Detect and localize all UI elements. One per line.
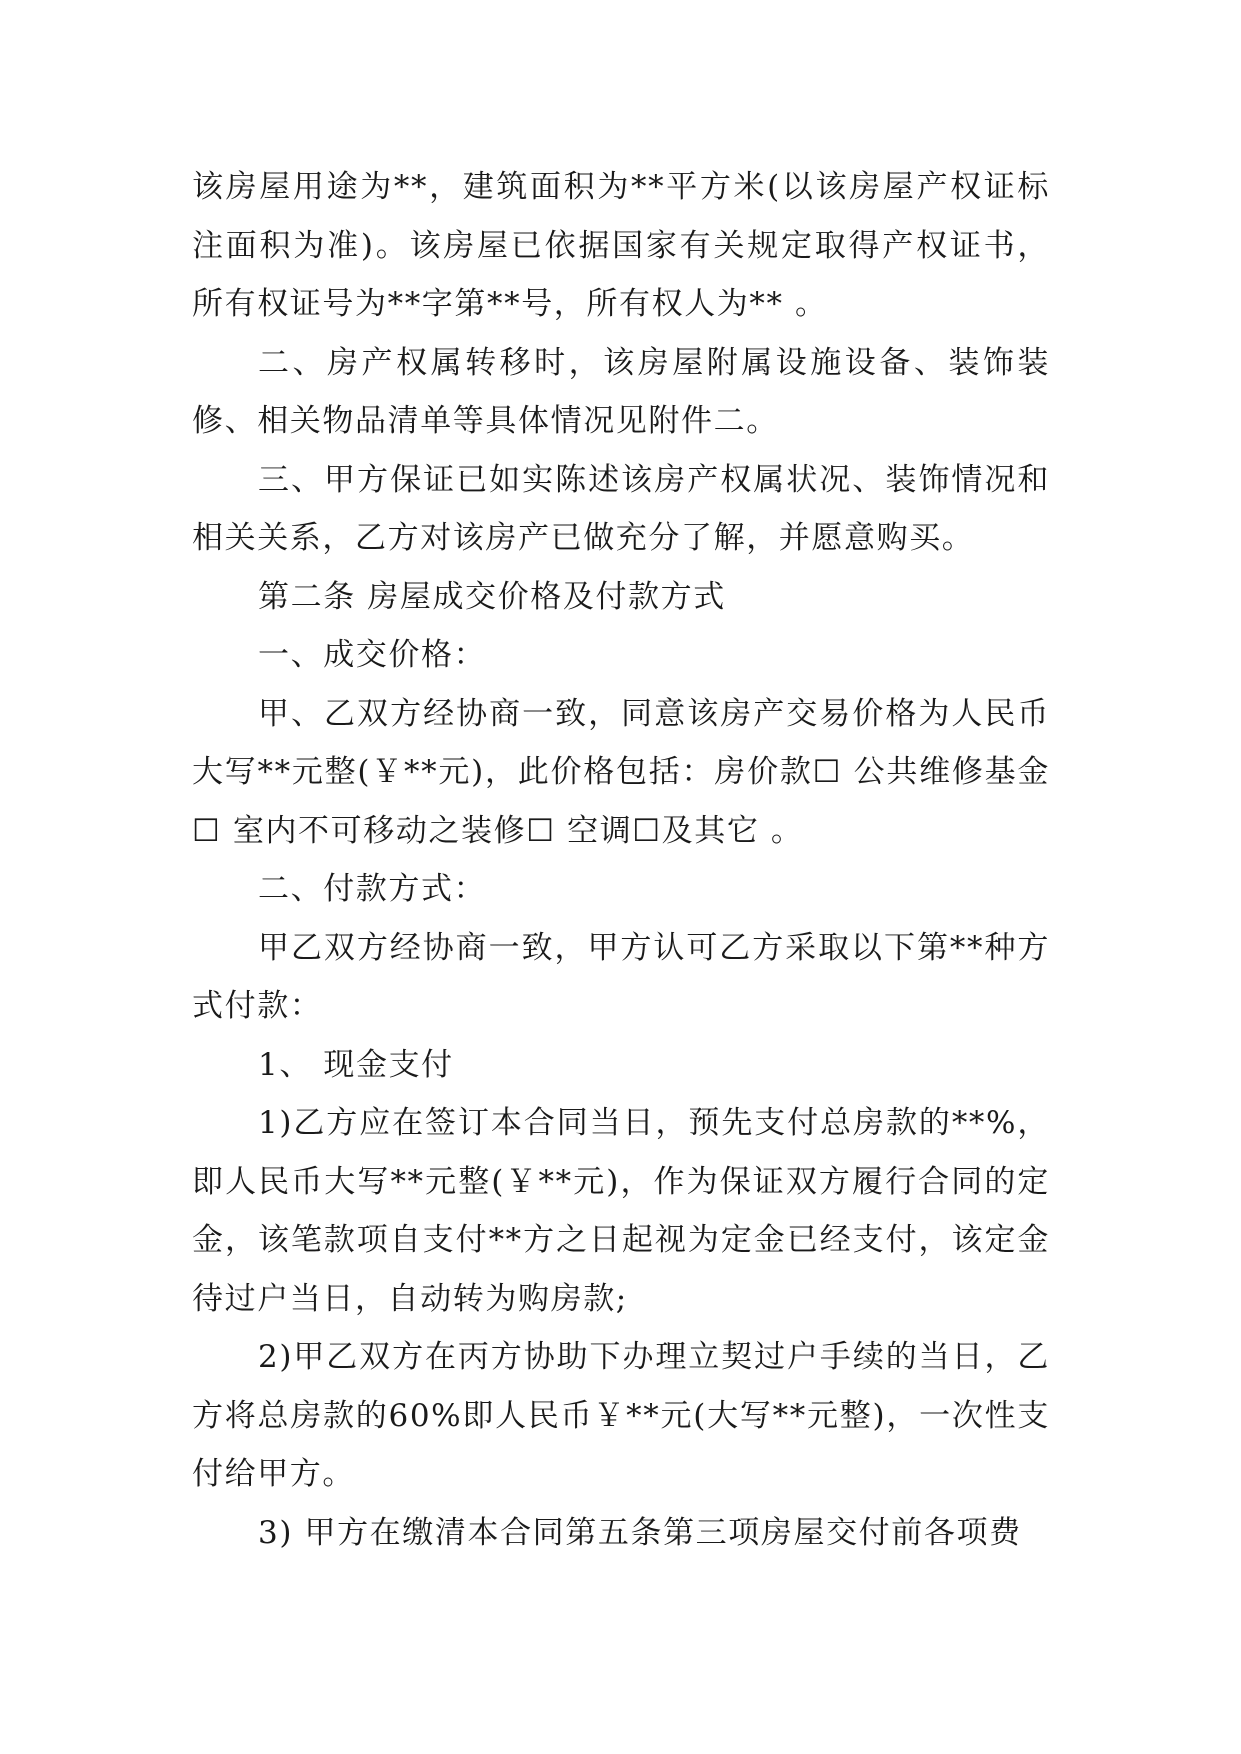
paragraph-deposit-term: 1)乙方应在签订本合同当日，预先支付总房款的**%，即人民币大写**元整(￥**元)，作为保证双方履行合同的定金，该笔款项自支付**方之日起视为定金已经支付，该定金待过户当日，自动转为购房款; xyxy=(192,1105,1050,1317)
subheading-transaction-price: 一、成交价格： xyxy=(258,637,487,673)
section-heading-article-2: 第二条 房屋成交价格及付款方式 xyxy=(258,578,726,615)
list-item-cash-payment: 1、 现金支付 xyxy=(258,1046,454,1083)
contract-body xyxy=(192,158,1050,1562)
subheading-payment-method: 二、付款方式： xyxy=(258,871,487,907)
paragraph-fee-settlement-term: 3) 甲方在缴清本合同第五条第三项房屋交付前各项费 xyxy=(258,1514,1022,1551)
paragraph-price-details: 甲、乙双方经协商一致，同意该房产交易价格为人民币大写**元整(￥**元)，此价格包括：房价款☐ 公共维修基金☐ 室内不可移动之装修☐ 空调☐及其它 。 xyxy=(192,695,1050,849)
paragraph-property-description: 该房屋用途为**，建筑面积为**平方米(以该房屋产权证标注面积为准)。该房屋已依据国家有关规定取得产权证书，所有权证号为**字第**号，所有权人为** 。 xyxy=(192,169,1050,322)
paragraph-transfer-payment-term: 2)甲乙双方在丙方协助下办理立契过户手续的当日，乙方将总房款的60%即人民币￥**元(大写**元整)，一次性支付给甲方。 xyxy=(192,1339,1050,1492)
paragraph-payment-agreement: 甲乙双方经协商一致，甲方认可乙方采取以下第**种方式付款： xyxy=(192,929,1050,1024)
paragraph-clause-2-attachments: 二、房产权属转移时，该房屋附属设施设备、装饰装修、相关物品清单等具体情况见附件二。 xyxy=(192,344,1050,439)
paragraph-clause-3-guarantee: 三、甲方保证已如实陈述该房产权属状况、装饰情况和相关关系，乙方对该房产已做充分了解，并愿意购买。 xyxy=(192,461,1050,556)
